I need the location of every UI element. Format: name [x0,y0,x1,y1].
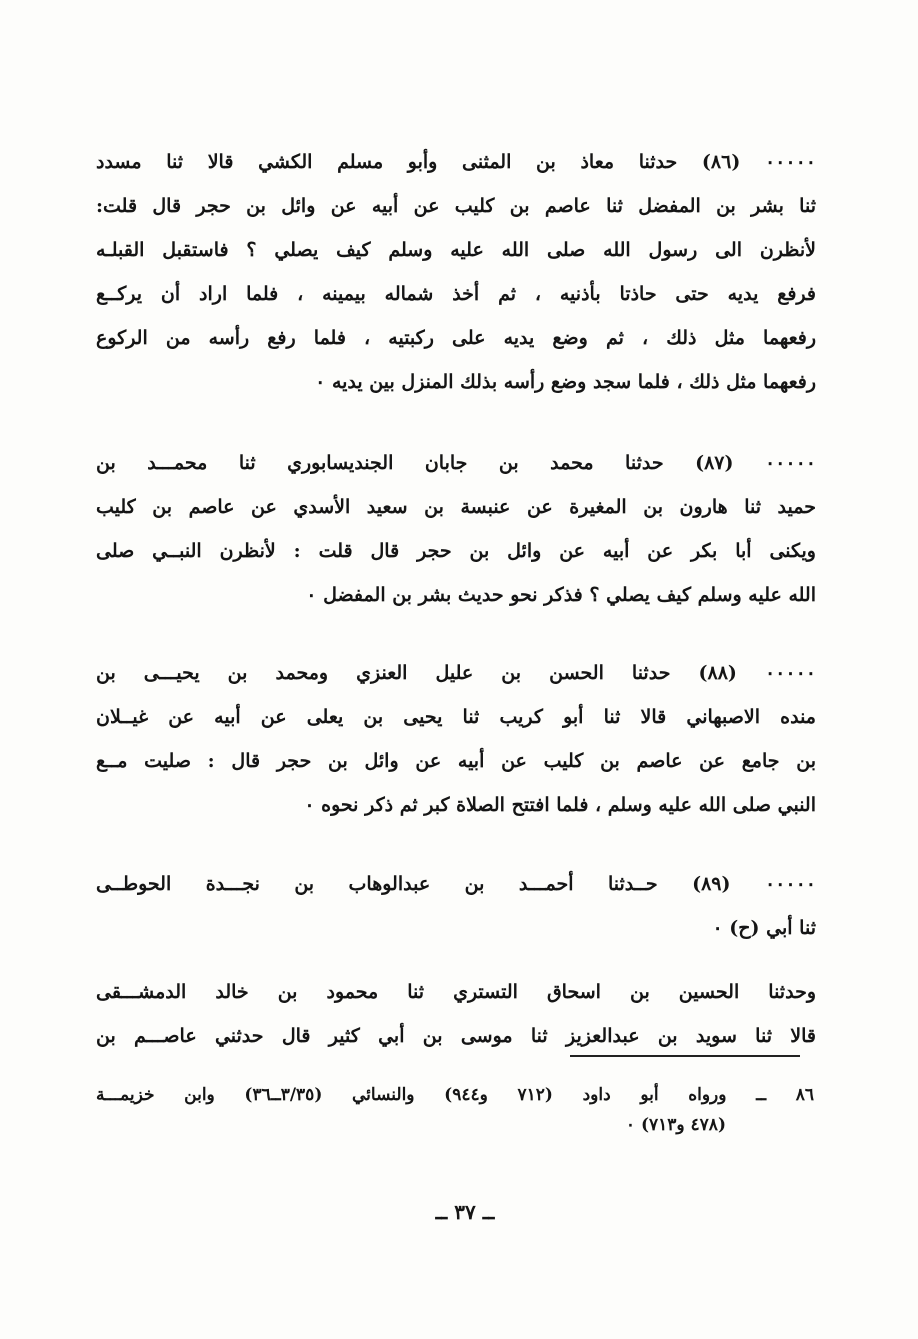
hadith-89-line-3: وحدثنا الحسين بن اسحاق التستري ثنا محمود بن خالد الدمشـــقى [96,981,816,1003]
hadith-87-paragraph [96,441,816,617]
hadith-88-paragraph [96,651,816,827]
page-number: ــ ٣٧ ــ [435,1200,495,1224]
hadith-86-line-3: لأنظرن الى رسول الله صلى الله عليه وسلم كيف يصلي ؟ فاستقبل القبلـه [96,239,816,261]
hadith-87-line-1: ٠٠٠٠٠ (٨٧) حدثنا محمد بن جابان الجنديسابوري ثنا محمـــد بن [96,452,816,474]
hadith-87-line-4: الله عليه وسلم كيف يصلي ؟ فذكر نحو حديث بشر بن المفضل ٠ [306,584,816,606]
hadith-88-line-2: منده الاصبهاني قالا ثنا أبو كريب ثنا يحيى بن يعلى عن أبيه عن غيــلان [96,706,816,728]
paragraph-gap [96,950,816,970]
hadith-89-line-1: ٠٠٠٠٠ (٨٩) حــدثنا أحمـــد بن عبدالوهاب بن نجـــدة الحوطــى [96,873,816,895]
footnote-line-2: (٤٧٨ و٧١٣) ٠ [625,1115,726,1135]
hadith-87-line-2: حميد ثنا هارون بن المغيرة عن عنبسة بن سعيد الأسدي عن عاصم بن كليب [96,496,816,518]
hadith-89-paragraph [96,862,816,1058]
hadith-88-line-1: ٠٠٠٠٠ (٨٨) حدثنا الحسن بن عليل العنزي ومحمد بن يحيـــى بن [96,662,816,684]
hadith-88-line-4: النبي صلى الله عليه وسلم ، فلما افتتح الصلاة كبر ثم ذكر نحوه ٠ [304,794,816,816]
hadith-89-line-4: قالا ثنا سويد بن عبدالعزيز ثنا موسى بن أبي كثير قال حدثني عاصـــم بن [96,1025,816,1047]
footnote-separator [570,1055,800,1057]
hadith-86-line-1: ٠٠٠٠٠ (٨٦) حدثنا معاذ بن المثنى وأبو مسلم الكشي قالا ثنا مسدد [96,151,816,173]
hadith-86-line-2: ثنا بشر بن المفضل ثنا عاصم بن كليب عن أبيه عن وائل بن حجر قال قلت: [96,195,816,217]
hadith-86-line-5: رفعهما مثل ذلك ، ثم وضع يديه على ركبتيه ، فلما رفع رأسه من الركوع [96,327,816,349]
footnote-86 [96,1080,814,1140]
footnote-line-1: ٨٦ ــ ورواه أبو داود (٧١٢ و٩٤٤) والنسائي (٣/٣٥ــ٣٦) وابن خزيمـــة [96,1085,814,1105]
hadith-86-line-6: رفعهما مثل ذلك ، فلما سجد وضع رأسه بذلك المنزل بين يديه ٠ [315,371,816,393]
hadith-86-line-4: فرفع يديه حتى حاذتا بأذنيه ، ثم أخذ شماله بيمينه ، فلما اراد أن يركــع [96,283,816,305]
hadith-88-line-3: بن جامع عن عاصم بن كليب عن أبيه عن وائل بن حجر قال : صليت مــع [96,750,816,772]
hadith-86-paragraph [96,140,816,404]
hadith-87-line-3: ويكنى أبا بكر عن أبيه عن وائل بن حجر قال قلت : لأنظرن النبــي صلى [96,540,816,562]
hadith-89-line-2: ثنا أبي (ح) ٠ [712,917,816,939]
